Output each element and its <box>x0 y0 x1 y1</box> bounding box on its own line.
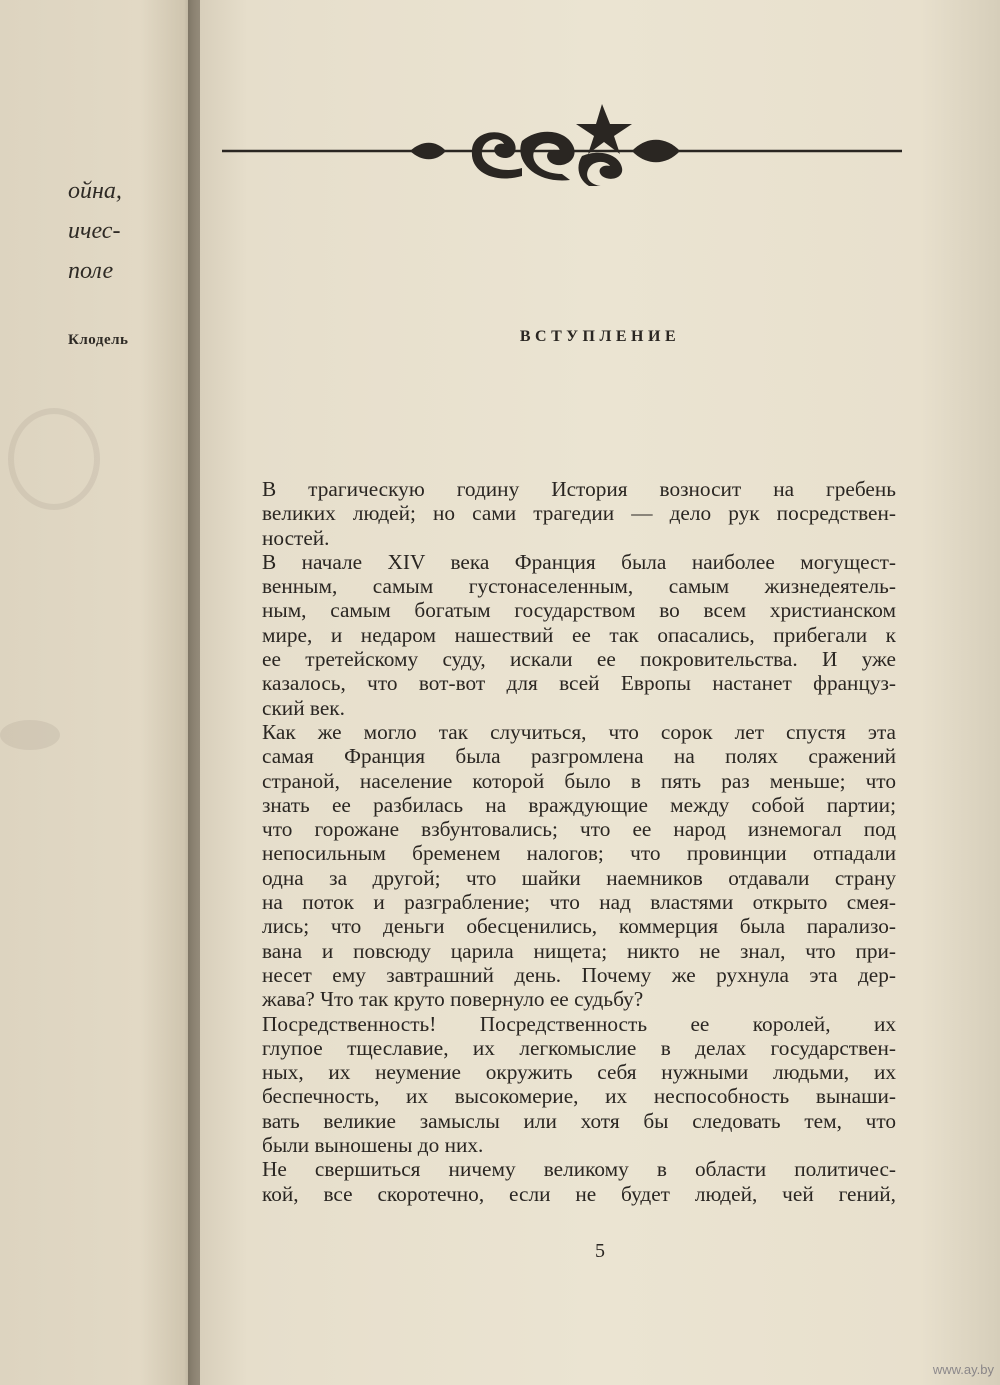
text-line: великих людей; но сами трагедии — дело рук посредствен- <box>262 501 896 526</box>
text-line: ных, их неумение окружить себя нужными людьми, их <box>262 1060 896 1085</box>
text-line: Не свершиться ничему великому в области политичес- <box>262 1157 896 1182</box>
text-line: страной, население которой было в пять раз меньше; что <box>262 768 896 793</box>
text-line: В начале XIV века Франция была наиболее могущест- <box>262 549 896 574</box>
bleed-through-mark <box>8 408 100 510</box>
bleed-through-mark <box>0 720 60 750</box>
text-line: одна за другой; что шайки наемников отдавали страну <box>262 865 896 890</box>
text-line: венным, самым густонаселенным, самым жизнедеятель- <box>262 574 896 599</box>
text-line: беспечность, их высокомерие, их неспособность вынаши- <box>262 1084 896 1109</box>
text-line: ным, самым богатым государством во всем христианском <box>262 598 896 623</box>
text-line: ностей. <box>262 525 330 550</box>
text-line: Как же могло так случиться, что сорок лет спустя эта <box>262 719 896 744</box>
text-line: знать ее разбилась на враждующие между собой партии; <box>262 792 896 817</box>
left-page-line: ичес- <box>68 218 121 244</box>
text-line: казалось, что вот-вот для всей Европы настанет француз- <box>262 671 896 696</box>
text-line: лись; что деньги обесценились, коммерция была парализо- <box>262 914 896 939</box>
text-line: вать великие замыслы или хотя бы следовать тем, что <box>262 1108 896 1133</box>
epigraph-attribution: Клодель <box>68 332 129 348</box>
text-line: самая Франция была разгромлена на полях сражений <box>262 744 896 769</box>
left-page <box>0 0 200 1385</box>
left-page-line: ойна, <box>68 178 122 204</box>
text-line: Посредственность! Посредственность ее королей, их <box>262 1011 896 1036</box>
text-line: глупое тщеславие, их легкомыслие в делах государствен- <box>262 1035 896 1060</box>
text-line: на поток и разграбление; что над властями открыто смея- <box>262 890 896 915</box>
text-line: ский век. <box>262 695 345 720</box>
page-number: 5 <box>595 1240 605 1262</box>
text-line: непосильным бременем налогов; что провинции отпадали <box>262 841 896 866</box>
chapter-heading: ВСТУПЛЕНИЕ <box>519 328 681 345</box>
left-page-line: поле <box>68 258 114 284</box>
text-line: жава? Что так круто повернуло ее судьбу? <box>262 987 644 1012</box>
text-line: были выношены до них. <box>262 1133 484 1158</box>
body-text <box>262 477 896 1206</box>
text-line: несет ему завтрашний день. Почему же рухнула эта дер- <box>262 962 896 987</box>
text-line: В трагическую годину История возносит на гребень <box>262 477 896 501</box>
right-page <box>200 0 1000 1385</box>
chapter-ornament-icon <box>222 96 902 186</box>
text-line: кой, все скоротечно, если не будет людей, чей гений, <box>262 1181 896 1206</box>
watermark: www.ay.by <box>932 1362 994 1377</box>
text-line: ее третейскому суду, искали ее покровительства. И уже <box>262 647 896 672</box>
text-line: что горожане взбунтовались; что ее народ изнемогал под <box>262 817 896 842</box>
text-line: мире, и недаром нашествий ее так опасались, прибегали к <box>262 622 896 647</box>
text-line: вана и повсюду царила нищета; никто не знал, что при- <box>262 938 896 963</box>
